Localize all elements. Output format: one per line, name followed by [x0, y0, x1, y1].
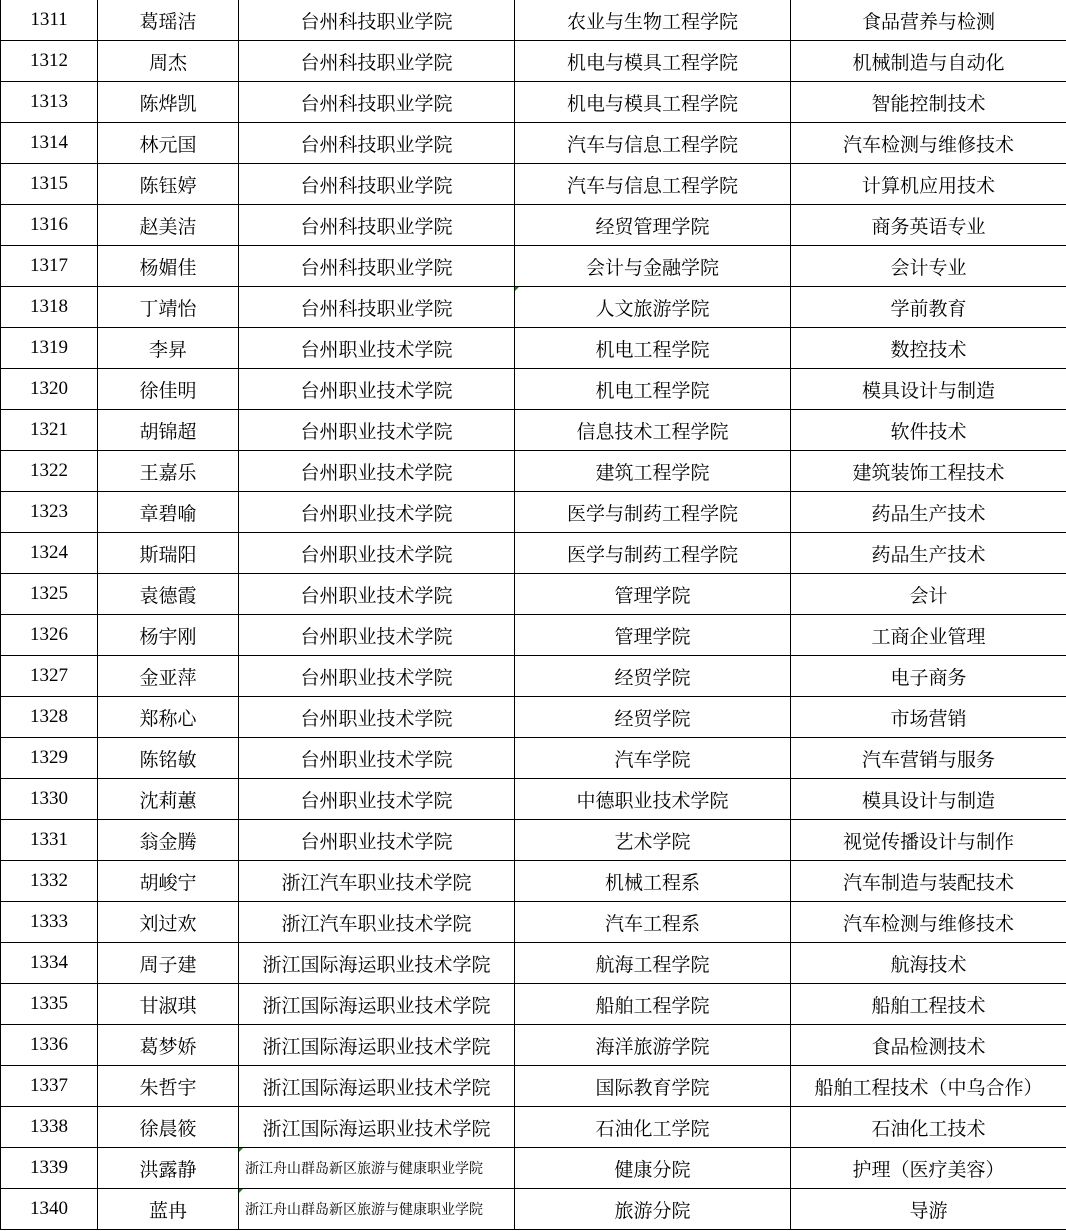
cell-major[interactable]: 汽车制造与装配技术 — [791, 861, 1066, 902]
cell-name[interactable]: 甘淑琪 — [98, 984, 239, 1025]
cell-name[interactable]: 蓝冉 — [98, 1189, 239, 1230]
cell-school[interactable]: 台州职业技术学院 — [239, 820, 515, 861]
cell-number[interactable]: 1321 — [1, 410, 98, 451]
table-row — [1, 820, 1066, 861]
cell-major[interactable]: 模具设计与制造 — [791, 779, 1066, 820]
table-row — [1, 82, 1066, 123]
cell-school[interactable]: 台州职业技术学院 — [239, 492, 515, 533]
cell-college[interactable]: 农业与生物工程学院 — [515, 0, 791, 41]
cell-college[interactable]: 机电与模具工程学院 — [515, 82, 791, 123]
cell-name[interactable]: 刘过欢 — [98, 902, 239, 943]
cell-number[interactable]: 1335 — [1, 984, 98, 1025]
cell-major[interactable]: 市场营销 — [791, 697, 1066, 738]
cell-number[interactable]: 1322 — [1, 451, 98, 492]
table-row — [1, 943, 1066, 984]
table-row — [1, 287, 1066, 328]
cell-college[interactable]: 信息技术工程学院 — [515, 410, 791, 451]
cell-number[interactable]: 1339 — [1, 1148, 98, 1189]
cell-school[interactable]: 浙江汽车职业技术学院 — [239, 861, 515, 902]
cell-major[interactable]: 软件技术 — [791, 410, 1066, 451]
cell-name[interactable]: 沈莉蕙 — [98, 779, 239, 820]
cell-school[interactable]: 台州职业技术学院 — [239, 574, 515, 615]
cell-school[interactable]: 台州科技职业学院 — [239, 82, 515, 123]
cell-name[interactable]: 李昇 — [98, 328, 239, 369]
cell-college[interactable]: 经贸管理学院 — [515, 205, 791, 246]
cell-number[interactable]: 1329 — [1, 738, 98, 779]
table-row — [1, 779, 1066, 820]
cell-name[interactable]: 丁靖怡 — [98, 287, 239, 328]
cell-major[interactable]: 船舶工程技术 — [791, 984, 1066, 1025]
cell-school[interactable]: 台州职业技术学院 — [239, 779, 515, 820]
cell-school[interactable]: 台州科技职业学院 — [239, 287, 515, 328]
cell-number[interactable]: 1319 — [1, 328, 98, 369]
cell-name[interactable]: 袁德霞 — [98, 574, 239, 615]
cell-college[interactable]: 管理学院 — [515, 615, 791, 656]
cell-college[interactable]: 机电与模具工程学院 — [515, 41, 791, 82]
cell-school[interactable]: 浙江国际海运职业技术学院 — [239, 943, 515, 984]
table-body — [1, 0, 1066, 1230]
table-row — [1, 697, 1066, 738]
cell-college[interactable]: 健康分院 — [515, 1148, 791, 1189]
table-row — [1, 738, 1066, 779]
cell-name[interactable]: 胡峻宁 — [98, 861, 239, 902]
cell-name[interactable]: 陈钰婷 — [98, 164, 239, 205]
cell-major[interactable]: 汽车检测与维修技术 — [791, 123, 1066, 164]
cell-name[interactable]: 周杰 — [98, 41, 239, 82]
cell-number[interactable]: 1328 — [1, 697, 98, 738]
table-row — [1, 615, 1066, 656]
cell-number[interactable]: 1330 — [1, 779, 98, 820]
cell-school[interactable]: 台州职业技术学院 — [239, 369, 515, 410]
cell-school[interactable]: 台州职业技术学院 — [239, 656, 515, 697]
cell-number[interactable]: 1337 — [1, 1066, 98, 1107]
cell-name[interactable]: 章碧喻 — [98, 492, 239, 533]
cell-number[interactable]: 1312 — [1, 41, 98, 82]
cell-name[interactable]: 赵美洁 — [98, 205, 239, 246]
cell-college[interactable]: 会计与金融学院 — [515, 246, 791, 287]
cell-school[interactable]: 浙江国际海运职业技术学院 — [239, 1066, 515, 1107]
table-row — [1, 533, 1066, 574]
table-row — [1, 492, 1066, 533]
table-row — [1, 246, 1066, 287]
cell-college[interactable]: 建筑工程学院 — [515, 451, 791, 492]
cell-error-indicator — [515, 287, 519, 291]
cell-error-indicator — [239, 1189, 243, 1193]
cell-name[interactable]: 胡锦超 — [98, 410, 239, 451]
table-row — [1, 1107, 1066, 1148]
cell-name[interactable]: 斯瑞阳 — [98, 533, 239, 574]
cell-college[interactable]: 医学与制药工程学院 — [515, 492, 791, 533]
cell-major[interactable]: 航海技术 — [791, 943, 1066, 984]
cell-school[interactable]: 浙江舟山群岛新区旅游与健康职业学院 — [239, 1189, 515, 1230]
cell-school[interactable]: 台州科技职业学院 — [239, 205, 515, 246]
table-row — [1, 328, 1066, 369]
cell-name[interactable]: 徐佳明 — [98, 369, 239, 410]
cell-major[interactable]: 石油化工技术 — [791, 1107, 1066, 1148]
cell-major[interactable]: 模具设计与制造 — [791, 369, 1066, 410]
cell-number[interactable]: 1313 — [1, 82, 98, 123]
cell-college[interactable]: 国际教育学院 — [515, 1066, 791, 1107]
cell-major[interactable]: 药品生产技术 — [791, 492, 1066, 533]
cell-school[interactable]: 台州科技职业学院 — [239, 123, 515, 164]
cell-name[interactable]: 陈烨凯 — [98, 82, 239, 123]
cell-college[interactable]: 海洋旅游学院 — [515, 1025, 791, 1066]
cell-major[interactable]: 建筑装饰工程技术 — [791, 451, 1066, 492]
cell-name[interactable]: 陈铭敏 — [98, 738, 239, 779]
cell-number[interactable]: 1318 — [1, 287, 98, 328]
cell-school[interactable]: 浙江国际海运职业技术学院 — [239, 1025, 515, 1066]
cell-college[interactable]: 医学与制药工程学院 — [515, 533, 791, 574]
cell-school[interactable]: 台州职业技术学院 — [239, 533, 515, 574]
cell-school[interactable]: 台州科技职业学院 — [239, 164, 515, 205]
table-row — [1, 451, 1066, 492]
table-row — [1, 1025, 1066, 1066]
table-row — [1, 656, 1066, 697]
cell-college[interactable]: 艺术学院 — [515, 820, 791, 861]
cell-name[interactable]: 王嘉乐 — [98, 451, 239, 492]
cell-college[interactable]: 机械工程系 — [515, 861, 791, 902]
cell-college[interactable]: 机电工程学院 — [515, 328, 791, 369]
cell-major[interactable]: 工商企业管理 — [791, 615, 1066, 656]
cell-major[interactable]: 食品检测技术 — [791, 1025, 1066, 1066]
cell-major[interactable]: 计算机应用技术 — [791, 164, 1066, 205]
cell-name[interactable]: 杨媚佳 — [98, 246, 239, 287]
cell-major[interactable]: 学前教育 — [791, 287, 1066, 328]
cell-number[interactable]: 1326 — [1, 615, 98, 656]
cell-school[interactable]: 浙江舟山群岛新区旅游与健康职业学院 — [239, 1148, 515, 1189]
table-row — [1, 1148, 1066, 1189]
cell-number[interactable]: 1324 — [1, 533, 98, 574]
cell-college[interactable]: 航海工程学院 — [515, 943, 791, 984]
cell-school[interactable]: 浙江汽车职业技术学院 — [239, 902, 515, 943]
cell-major[interactable]: 导游 — [791, 1189, 1066, 1230]
cell-number[interactable]: 1311 — [1, 0, 98, 41]
cell-name[interactable]: 周子建 — [98, 943, 239, 984]
cell-major[interactable]: 智能控制技术 — [791, 82, 1066, 123]
cell-school[interactable]: 浙江国际海运职业技术学院 — [239, 1107, 515, 1148]
cell-college[interactable]: 机电工程学院 — [515, 369, 791, 410]
cell-name[interactable]: 翁金腾 — [98, 820, 239, 861]
cell-college[interactable]: 汽车工程系 — [515, 902, 791, 943]
cell-college[interactable]: 船舶工程学院 — [515, 984, 791, 1025]
cell-name[interactable]: 杨宇刚 — [98, 615, 239, 656]
table-row — [1, 205, 1066, 246]
cell-name[interactable]: 葛瑶洁 — [98, 0, 239, 41]
cell-school[interactable]: 台州职业技术学院 — [239, 615, 515, 656]
cell-name[interactable]: 葛梦娇 — [98, 1025, 239, 1066]
cell-number[interactable]: 1333 — [1, 902, 98, 943]
cell-school[interactable]: 台州职业技术学院 — [239, 738, 515, 779]
cell-school[interactable]: 台州科技职业学院 — [239, 246, 515, 287]
cell-number[interactable]: 1323 — [1, 492, 98, 533]
table-row — [1, 574, 1066, 615]
cell-major[interactable]: 会计 — [791, 574, 1066, 615]
table-row — [1, 369, 1066, 410]
cell-number[interactable]: 1317 — [1, 246, 98, 287]
cell-major[interactable]: 数控技术 — [791, 328, 1066, 369]
cell-number[interactable]: 1325 — [1, 574, 98, 615]
cell-name[interactable]: 朱哲宇 — [98, 1066, 239, 1107]
table-row — [1, 0, 1066, 41]
cell-college[interactable]: 汽车与信息工程学院 — [515, 123, 791, 164]
cell-school[interactable]: 台州职业技术学院 — [239, 451, 515, 492]
cell-name[interactable]: 林元国 — [98, 123, 239, 164]
cell-major[interactable]: 船舶工程技术（中乌合作） — [791, 1066, 1066, 1107]
cell-college[interactable]: 管理学院 — [515, 574, 791, 615]
table-row — [1, 410, 1066, 451]
cell-school[interactable]: 台州职业技术学院 — [239, 410, 515, 451]
table-row — [1, 861, 1066, 902]
cell-error-indicator — [239, 1148, 243, 1152]
cell-school[interactable]: 台州科技职业学院 — [239, 0, 515, 41]
cell-number[interactable]: 1314 — [1, 123, 98, 164]
table-row — [1, 41, 1066, 82]
cell-number[interactable]: 1340 — [1, 1189, 98, 1230]
cell-college[interactable]: 汽车与信息工程学院 — [515, 164, 791, 205]
cell-major[interactable]: 汽车检测与维修技术 — [791, 902, 1066, 943]
cell-college[interactable]: 经贸学院 — [515, 697, 791, 738]
cell-number[interactable]: 1320 — [1, 369, 98, 410]
table-row — [1, 984, 1066, 1025]
cell-school[interactable]: 台州职业技术学院 — [239, 328, 515, 369]
cell-name[interactable]: 金亚萍 — [98, 656, 239, 697]
cell-school[interactable]: 台州职业技术学院 — [239, 697, 515, 738]
cell-number[interactable]: 1334 — [1, 943, 98, 984]
table-row — [1, 902, 1066, 943]
cell-major[interactable]: 药品生产技术 — [791, 533, 1066, 574]
table-row — [1, 1066, 1066, 1107]
cell-major[interactable]: 食品营养与检测 — [791, 0, 1066, 41]
cell-college[interactable]: 中德职业技术学院 — [515, 779, 791, 820]
table-row — [1, 1189, 1066, 1230]
cell-number[interactable]: 1327 — [1, 656, 98, 697]
table-row — [1, 164, 1066, 205]
cell-college[interactable]: 石油化工学院 — [515, 1107, 791, 1148]
cell-major[interactable]: 电子商务 — [791, 656, 1066, 697]
cell-major[interactable]: 商务英语专业 — [791, 205, 1066, 246]
table-row — [1, 123, 1066, 164]
cell-college[interactable]: 人文旅游学院 — [515, 287, 791, 328]
cell-number[interactable]: 1336 — [1, 1025, 98, 1066]
cell-number[interactable]: 1316 — [1, 205, 98, 246]
cell-major[interactable]: 视觉传播设计与制作 — [791, 820, 1066, 861]
cell-name[interactable]: 郑称心 — [98, 697, 239, 738]
cell-major[interactable]: 汽车营销与服务 — [791, 738, 1066, 779]
cell-name[interactable]: 洪露静 — [98, 1148, 239, 1189]
cell-college[interactable]: 汽车学院 — [515, 738, 791, 779]
cell-major[interactable]: 机械制造与自动化 — [791, 41, 1066, 82]
cell-name[interactable]: 徐晨筱 — [98, 1107, 239, 1148]
cell-college[interactable]: 旅游分院 — [515, 1189, 791, 1230]
cell-major[interactable]: 护理（医疗美容） — [791, 1148, 1066, 1189]
cell-number[interactable]: 1315 — [1, 164, 98, 205]
cell-number[interactable]: 1331 — [1, 820, 98, 861]
cell-college[interactable]: 经贸学院 — [515, 656, 791, 697]
cell-school[interactable]: 台州科技职业学院 — [239, 41, 515, 82]
cell-major[interactable]: 会计专业 — [791, 246, 1066, 287]
cell-school[interactable]: 浙江国际海运职业技术学院 — [239, 984, 515, 1025]
cell-number[interactable]: 1338 — [1, 1107, 98, 1148]
cell-number[interactable]: 1332 — [1, 861, 98, 902]
